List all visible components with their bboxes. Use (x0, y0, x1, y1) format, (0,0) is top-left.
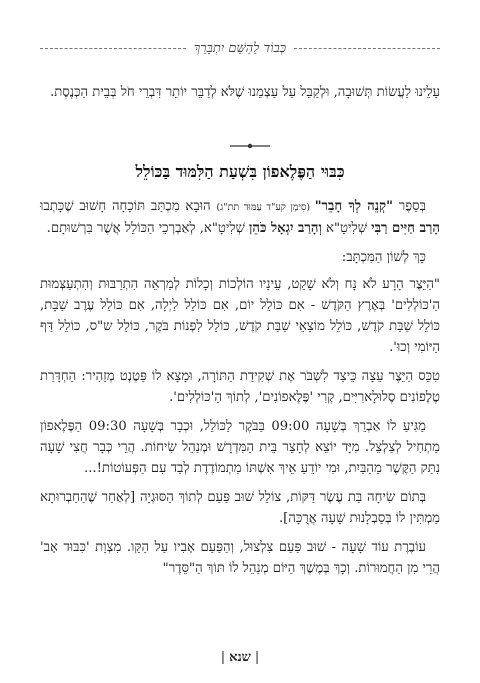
running-header (40, 38, 440, 58)
paragraph-source-text-a: בְּסֵפֶר (392, 199, 426, 214)
footer-bar-right: | (254, 650, 260, 665)
paragraph-letter-1: "הַיֵּצֶר הָרָע לֹא נָח וְלֹא שָׁקֵט, עֵינָיו הוֹלְכוֹת וְכָלוֹת לְמַרְאֵה הִתְרַבּוּת וְהִתְעַצְּמוּת הַ'כּוֹלְלִים' בְּאֶרֶץ הַקֹּדֶשׁ - אִם כּוֹלֵל יוֹם, אִם כּוֹלֵל לַיְלָה, אִם כּוֹלֵל עֶרֶב שַׁבָּת, כּוֹלֵל שַׁבַּת קֹדֶשׁ, כּוֹלֵל מוֹצָאֵי שַׁבַּת קֹדֶשׁ, כּוֹלֵל לִפְנוֹת בֹּקֶר, כּוֹלֵל ש"ס, כּוֹלֵל דַּף הַיּוֹמִי וְכוּ'. (40, 277, 440, 355)
page-footer (40, 649, 440, 665)
header-dashed-rule-right (294, 48, 440, 49)
page-number: שנא (229, 650, 251, 665)
body-text (40, 196, 440, 587)
paragraph-source-text-c: שְׁלִיטָ"א (321, 221, 372, 236)
intro-text: עָלֵינוּ לַעֲשׂוֹת תְּשׁוּבָה, וּלְקַבֵּל עַל עַצְמֵנוּ שֶׁלֹּא לְדַבֵּר יוֹתֵר דִּבְרֵי חֹל בְּבֵית הַכְּנֶסֶת. (50, 85, 440, 100)
book-title: "קְנֵה לְךָ חָבֵר" (314, 199, 393, 214)
paragraph-source (40, 196, 440, 239)
paragraph-source-text-d: שְׁלִיטָ"א, לְאַבְרְכֵי הַכּוֹלֵל אֲשֶׁר בִּרְשׁוּתָם. (46, 221, 250, 236)
paragraph-letter-5: עוֹבֶרֶת עוֹד שָׁעָה - שׁוּב פַּעַם צִלְצוּל, וְהַפַּעַם אָבִיו עַל הַקַּו. מִצְוַת 'כִּבּוּד אָב' הֲרֵי מִן הַחֲמוּרוֹת. וְכָךְ בְּמֶשֶׁךְ הַיּוֹם מְנַהֵל לוֹ תּוֹךְ הַ"סֵּדֶר" (40, 540, 440, 576)
book-reference: (סִימָן קע"ד עַמּוּד תת"ג) (216, 202, 315, 213)
running-title: כְּבוֹד לַהַשֵּׁם יִתְבָּרֵךְ (193, 41, 287, 56)
paragraph-letter-4: בְּתוֹם שִׂיחָה בַּת עֶשֶׂר דַּקּוֹת, צוֹלֵל שׁוּב פַּעַם לְתוֹךְ הַסּוּגְיָה [לְאַחַר שֶׁהַחַבְרוּתָא מַמְתִּין לוֹ בְּסַבְלָנוּת שָׁעָה אֲרֻכָּה]. (40, 490, 440, 526)
header-dashed-rule-left (40, 48, 186, 49)
paragraph-source-text-b: הוּבָא מִכְתַּב תּוֹכָחָה חָשׁוּב שֶׁכָּתְבוּ (40, 199, 217, 214)
paragraph-letter-intro: כָּךְ לְשׁוֹן הַמִּכְתָּב: (341, 250, 426, 265)
ornament-divider-icon (230, 140, 270, 152)
rabbi-name-1: הָרַב חַיִּים רַבִּי (371, 221, 440, 236)
paragraph-letter-2: טִכֵּס הַיֵּצֶר עֵצָה כֵּיצַד לִשְׁבֹּר אֶת שְׁקִידַת הַתּוֹרָה, וּמָצָא לוֹ פַּטֶנְט מְזַהִיר: הַחְדָּרַת טֶלֶפוֹנִים סֶלוּלָארִיִּים, קְרִי 'פֶּלֶאפוֹנִים', לְתוֹךְ הַ'כּוֹלְלִים'. (40, 369, 440, 405)
rabbi-name-2: וְהָרַב יִגְאָל כֹּהֵן (249, 221, 322, 236)
footer-bar-left: | (220, 650, 226, 665)
section-title: כִּבּוּי הַפֶּלֶאפוֹן בִּשְׁעַת הַלִּמּוּד בַּכּוֹלֵל (135, 162, 345, 181)
paragraph-letter-3: מַגִּיעַ לוֹ אַבְרֵךְ בְּשָׁעָה 09:00 בַּבֹּקֶר לַכּוֹלֵל, וּכְבָר בְּשָׁעָה 09:30 הַפֶּלֶאפוֹן מַתְחִיל לְצַלְצֵל. מִיָּד יוֹצֵא לְחָצֵר בֵּית הַמִּדְרָשׁ וּמְנַהֵל שִׂיחוֹת. הֲרֵי כְּבָר חֲצִי שָׁעָה נִתַּק הַקֶּשֶׁר מֵהַבַּיִת, וּמִי יוֹדֵעַ אֵיךְ אִשְׁתּוֹ מִתְמוֹדֶדֶת לְבַד עִם הַפְּעוֹטוֹת!... (40, 419, 440, 476)
document-page (40, 0, 440, 683)
intro-paragraph (40, 82, 440, 103)
